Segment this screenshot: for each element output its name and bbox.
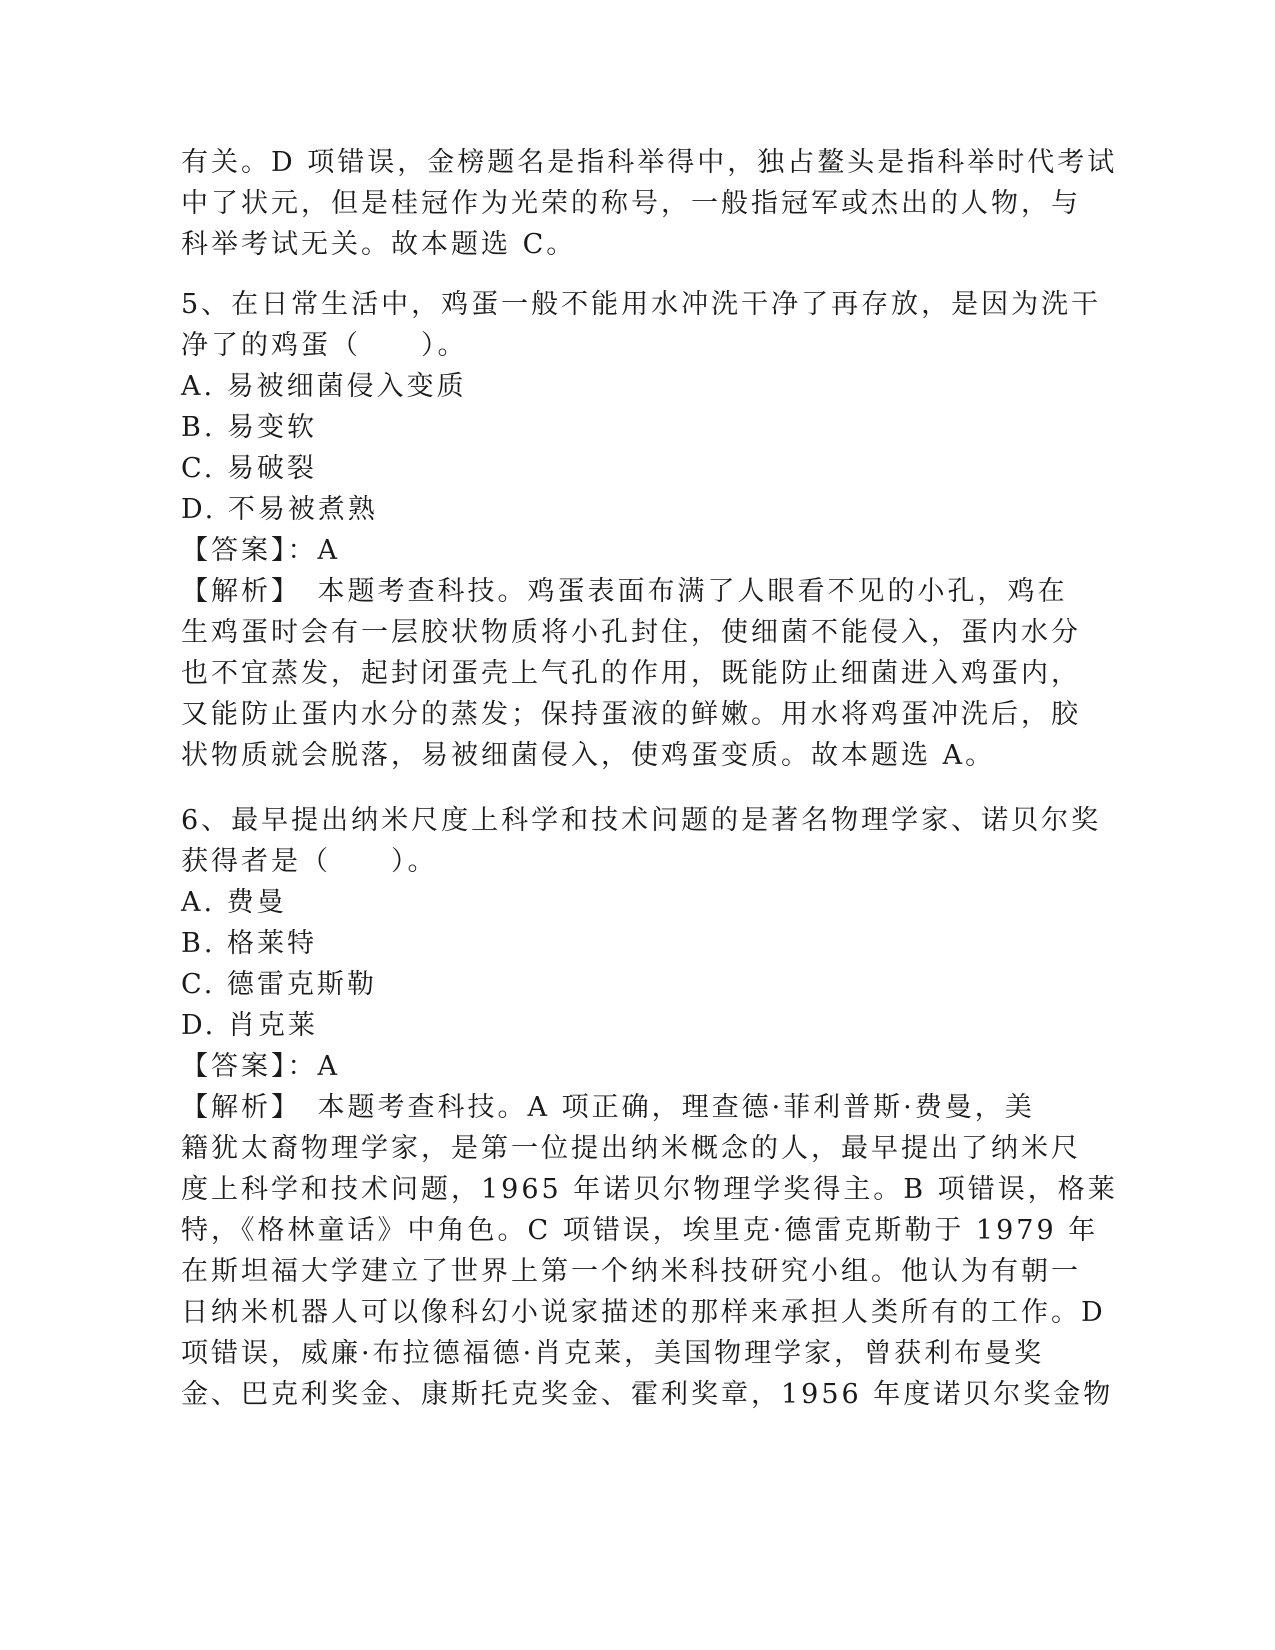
q6-explanation-line-4: 特，《格林童话》中角色。C 项错误，埃里克·德雷克斯勒于 1979 年 [181, 1215, 1099, 1246]
q5-explanation-line-1: 【解析】 本题考查科技。鸡蛋表面布满了人眼看不见的小孔，鸡在 [181, 576, 1068, 607]
q5-stem-line-2: 净了的鸡蛋（ ）。 [181, 330, 468, 361]
q6-option-d: D. 肖克莱 [181, 1010, 318, 1041]
q6-explanation-line-3: 度上科学和技术问题，1965 年诺贝尔物理学奖得主。B 项错误，格莱 [181, 1174, 1118, 1205]
q6-option-c: C. 德雷克斯勒 [181, 969, 377, 1000]
q5-explanation-line-2: 生鸡蛋时会有一层胶状物质将小孔封住，使细菌不能侵入，蛋内水分 [181, 617, 1081, 648]
q6-explanation-line-2: 籍犹太裔物理学家，是第一位提出纳米概念的人，最早提出了纳米尺 [181, 1133, 1081, 1164]
q6-stem-line-1: 6、最早提出纳米尺度上科学和技术问题的是著名物理学家、诺贝尔奖 [181, 805, 1102, 836]
prev-explanation-line-1: 有关。D 项错误，金榜题名是指科举得中，独占鳌头是指科举时代考试 [181, 147, 1118, 178]
q5-explanation-line-5: 状物质就会脱落，易被细菌侵入，使鸡蛋变质。故本题选 A。 [181, 740, 996, 771]
q5-option-a: A. 易被细菌侵入变质 [181, 371, 467, 402]
q6-explanation-line-7: 项错误，威廉·布拉德福德·肖克莱，美国物理学家，曾获利布曼奖 [181, 1338, 1045, 1369]
q6-explanation-line-1: 【解析】 本题考查科技。A 项正确，理查德·菲利普斯·费曼，美 [181, 1092, 1035, 1123]
q5-answer: 【答案】：A [181, 535, 340, 566]
q6-explanation-line-6: 日纳米机器人可以像科幻小说家描述的那样来承担人类所有的工作。D [181, 1297, 1106, 1328]
q5-stem-line-1: 5、在日常生活中，鸡蛋一般不能用水冲洗干净了再存放，是因为洗干 [181, 289, 1102, 320]
q6-stem-line-2: 获得者是（ ）。 [181, 846, 438, 877]
q5-option-c: C. 易破裂 [181, 453, 317, 484]
q6-option-b: B. 格莱特 [181, 928, 318, 959]
q6-answer: 【答案】：A [181, 1051, 340, 1082]
prev-explanation-line-2: 中了状元，但是桂冠作为光荣的称号，一般指冠军或杰出的人物，与 [181, 188, 1081, 219]
q6-explanation-line-5: 在斯坦福大学建立了世界上第一个纳米科技研究小组。他认为有朝一 [181, 1256, 1081, 1287]
q5-option-b: B. 易变软 [181, 412, 318, 443]
prev-explanation-line-3: 科举考试无关。故本题选 C。 [181, 229, 577, 260]
q6-option-a: A. 费曼 [181, 887, 287, 918]
q5-explanation-line-4: 又能防止蛋内水分的蒸发；保持蛋液的鲜嫩。用水将鸡蛋冲洗后，胶 [181, 699, 1081, 730]
q5-explanation-line-3: 也不宜蒸发，起封闭蛋壳上气孔的作用，既能防止细菌进入鸡蛋内， [181, 658, 1081, 689]
q5-option-d: D. 不易被煮熟 [181, 494, 378, 525]
q6-explanation-line-8: 金、巴克利奖金、康斯托克奖金、霍利奖章，1956 年度诺贝尔奖金物 [181, 1379, 1114, 1410]
